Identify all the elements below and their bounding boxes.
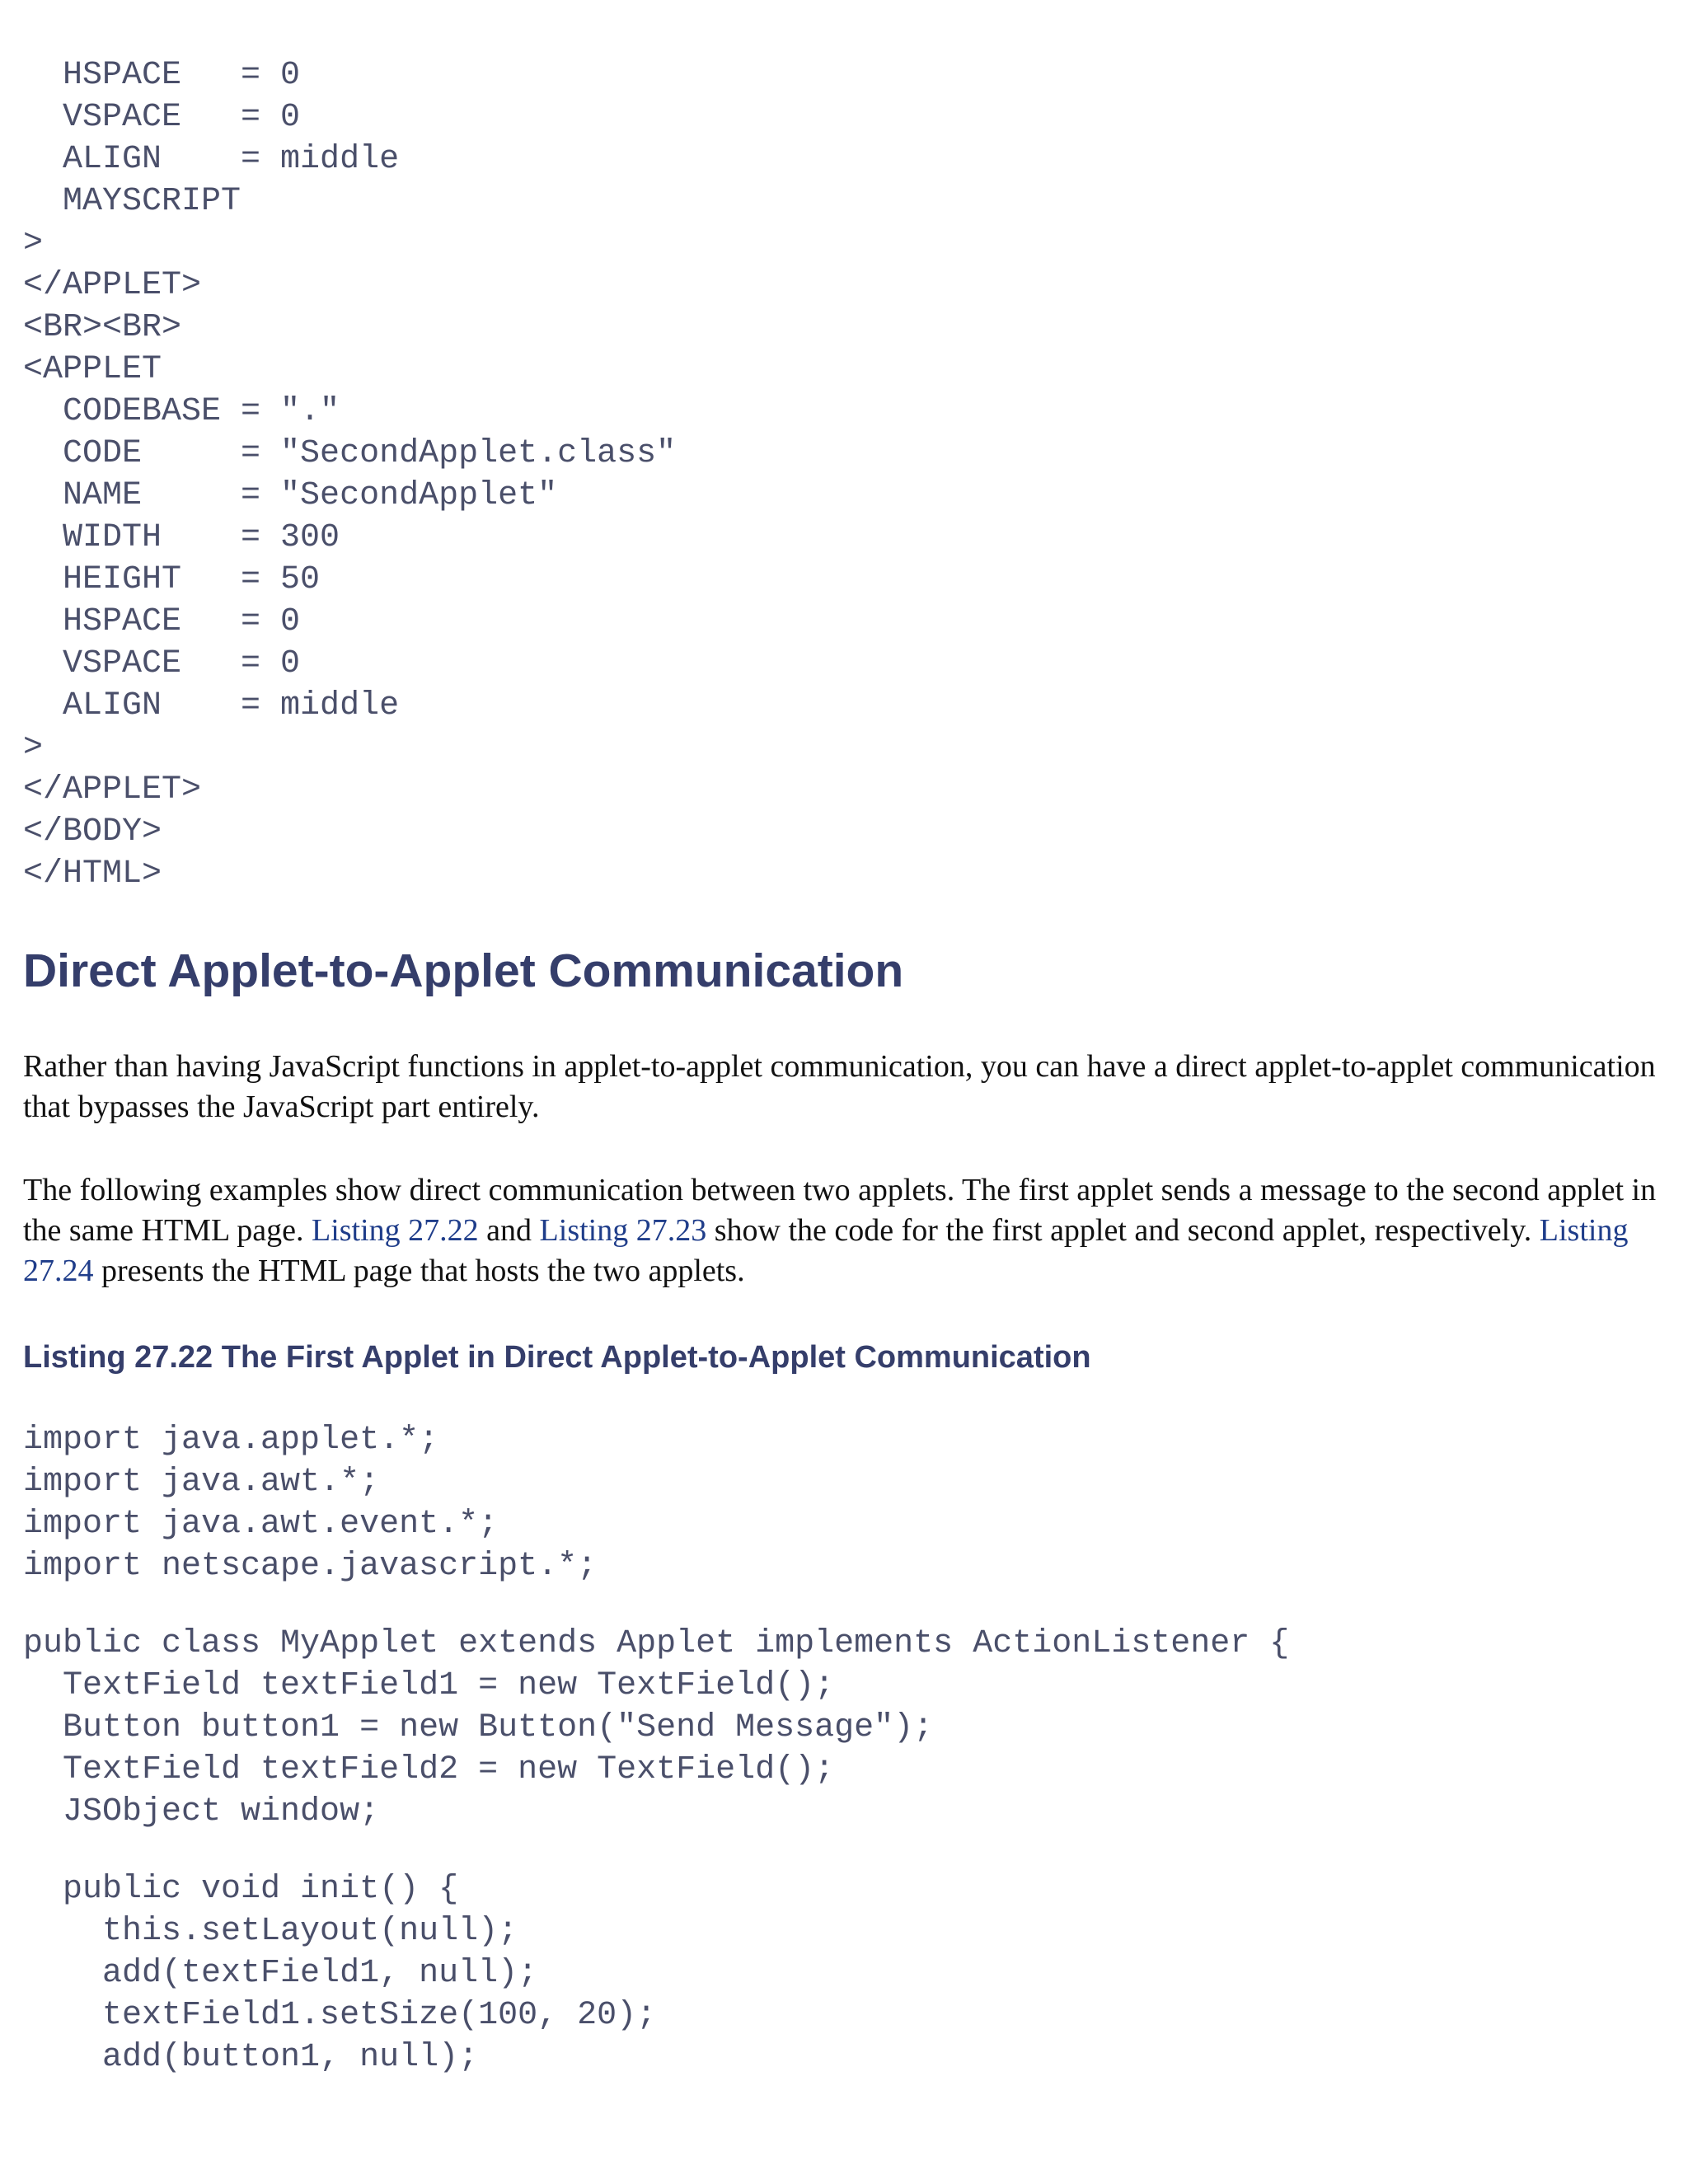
code-line: > xyxy=(23,225,44,262)
code-line: TextField textField2 = new TextField(); xyxy=(23,1751,835,1788)
code-line: HSPACE = 0 xyxy=(23,57,301,94)
code-line: HEIGHT = 50 xyxy=(23,561,321,598)
code-line: HSPACE = 0 xyxy=(23,603,301,640)
code-blank-line xyxy=(23,1833,1289,1868)
code-line: </APPLET> xyxy=(23,771,202,808)
paragraph-intro: Rather than having JavaScript functions in applet-to-applet communication, you can have a direct applet-to-applet communication that bypasses the JavaScript part entirely. xyxy=(23,1049,1656,1124)
code-line: NAME = "SecondApplet" xyxy=(23,477,558,514)
code-line: MAYSCRIPT xyxy=(23,183,241,220)
code-line: public class MyApplet extends Applet implements ActionListener { xyxy=(23,1625,1290,1662)
code-line: CODEBASE = "." xyxy=(23,393,340,430)
paragraph-examples xyxy=(23,1170,1663,1291)
code-line: add(button1, null); xyxy=(23,2039,479,2076)
paragraph-text: and xyxy=(478,1213,540,1248)
code-line: textField1.setSize(100, 20); xyxy=(23,1997,657,2034)
code-line: VSPACE = 0 xyxy=(23,99,301,136)
code-line: Button button1 = new Button("Send Message"); xyxy=(23,1709,934,1746)
paragraph-text: show the code for the first applet and second applet, respectively. xyxy=(706,1213,1540,1248)
code-listing-html-applets xyxy=(23,54,676,895)
code-line: ALIGN = middle xyxy=(23,141,400,178)
code-line: this.setLayout(null); xyxy=(23,1913,518,1950)
code-line: import java.applet.*; xyxy=(23,1422,439,1459)
code-line: JSObject window; xyxy=(23,1793,380,1830)
code-line: import netscape.javascript.*; xyxy=(23,1548,598,1585)
code-listing-java-applet xyxy=(23,1419,1289,2079)
code-line: add(textField1, null); xyxy=(23,1955,538,1992)
paragraph-text: The following examples show direct communication between two applets. The first applet sends a message to the second applet in the same HTML page. xyxy=(23,1173,1657,1248)
code-line: WIDTH = 300 xyxy=(23,519,340,556)
code-line: import java.awt.event.*; xyxy=(23,1506,499,1543)
code-line: > xyxy=(23,729,44,766)
code-line: ALIGN = middle xyxy=(23,687,400,724)
code-line: </BODY> xyxy=(23,813,162,851)
code-line: </HTML> xyxy=(23,855,162,893)
code-line: VSPACE = 0 xyxy=(23,645,301,682)
code-line: <APPLET xyxy=(23,351,162,388)
code-line: import java.awt.*; xyxy=(23,1464,380,1501)
listing-27-22-link[interactable]: Listing 27.22 xyxy=(311,1213,479,1248)
listing-27-24-link[interactable]: Listing 27.24 xyxy=(23,1213,1629,1288)
paragraph-text: presents the HTML page that hosts the two applets. xyxy=(93,1254,745,1288)
code-line: CODE = "SecondApplet.class" xyxy=(23,435,677,472)
code-line: TextField textField1 = new TextField(); xyxy=(23,1667,835,1704)
section-heading: Direct Applet-to-Applet Communication xyxy=(23,944,904,997)
listing-27-23-link[interactable]: Listing 27.23 xyxy=(539,1213,707,1248)
code-line: <BR><BR> xyxy=(23,309,182,346)
listing-title: Listing 27.22 The First Applet in Direct Applet-to-Applet Communication xyxy=(23,1340,1091,1375)
code-line: public void init() { xyxy=(23,1871,459,1908)
code-line: </APPLET> xyxy=(23,267,202,304)
code-blank-line xyxy=(23,1587,1289,1623)
